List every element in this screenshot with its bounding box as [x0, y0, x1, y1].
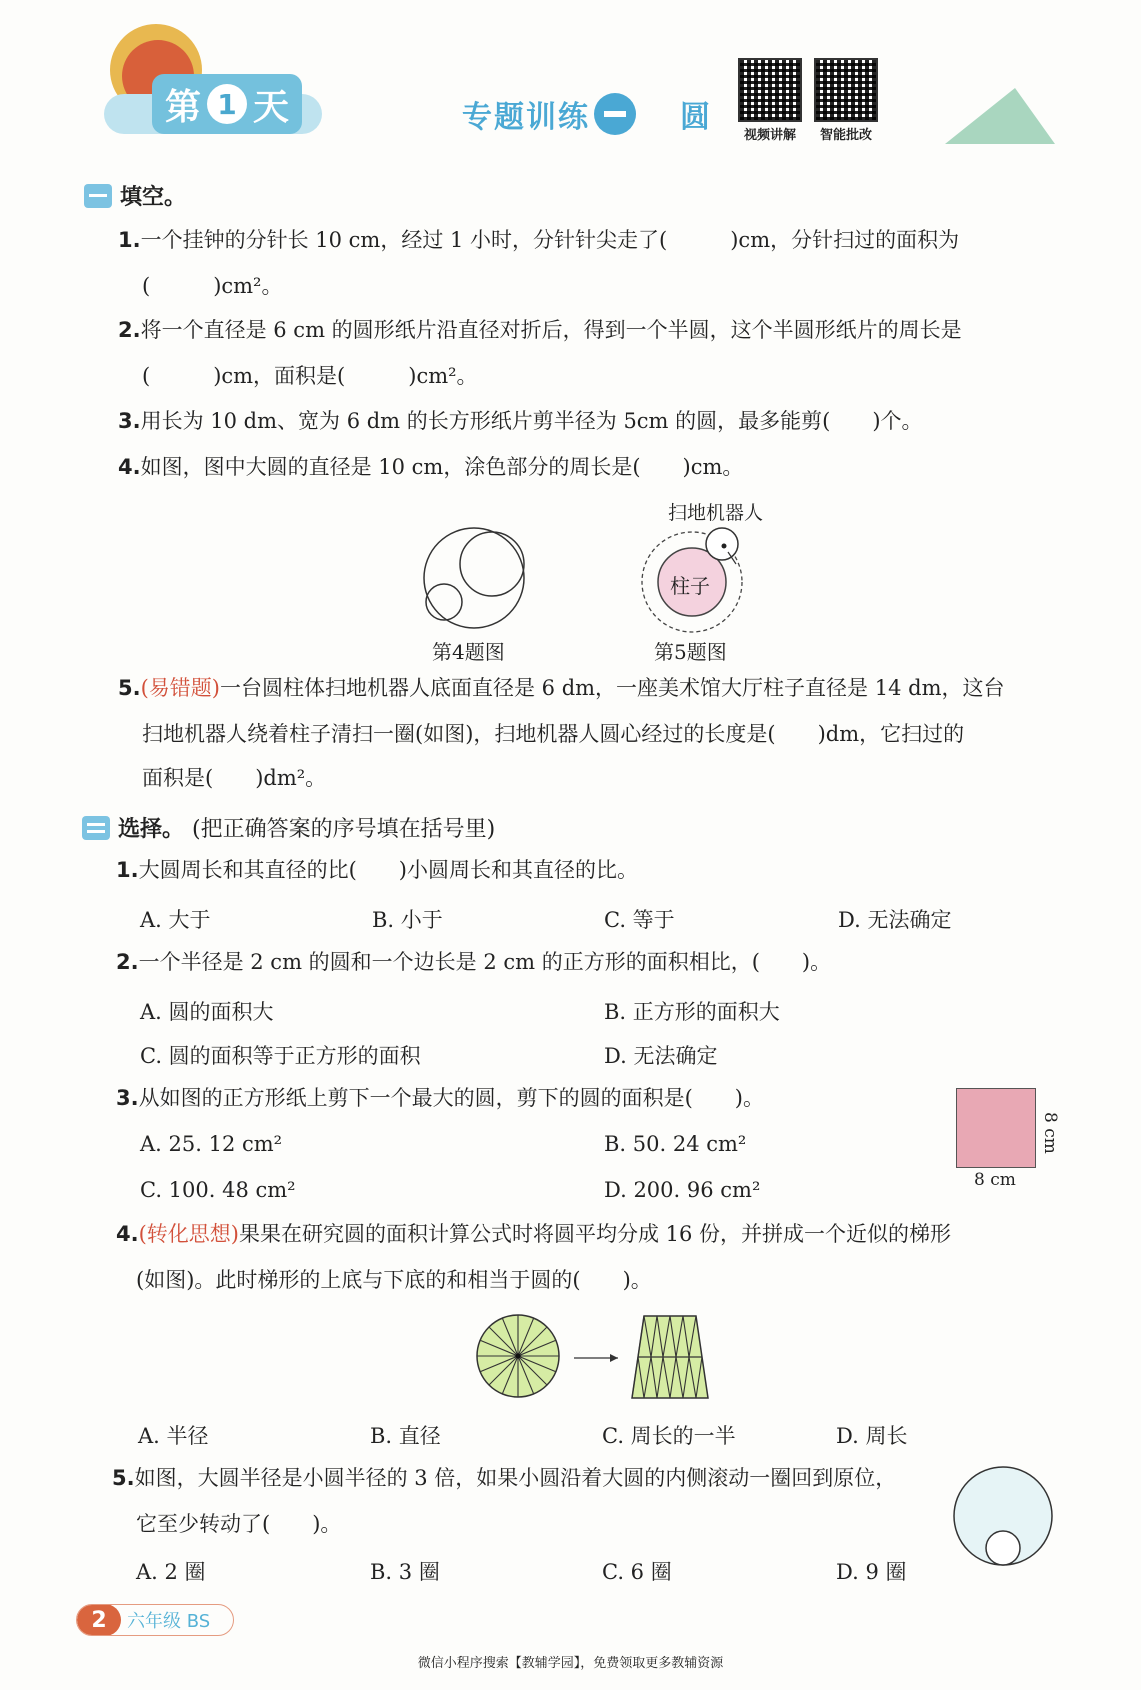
option-b[interactable]: B. 正方形的面积大 — [604, 1000, 780, 1024]
option-b[interactable]: B. 3 圈 — [370, 1560, 440, 1584]
mountain-decoration-icon — [945, 88, 1055, 144]
square-height-label: 8 cm — [1040, 1112, 1060, 1154]
question-1-5-cont: 扫地机器人绕着柱子清扫一圈(如图)，扫地机器人圆心经过的长度是( )dm，它扫过的 — [142, 722, 965, 746]
day-prefix: 第 — [164, 86, 201, 128]
transformation-tag: (转化思想) — [138, 1222, 239, 1246]
footer-note: 微信小程序搜索【教辅学园】，免费领取更多教辅资源 — [417, 1656, 724, 1671]
question-1-2: 2.将一个直径是 6 cm 的圆形纸片沿直径对折后，得到一个半圆，这个半圆形纸片的周长是 — [118, 318, 962, 342]
grade-label: 六年级 BS — [127, 1611, 211, 1632]
section-title: 填空。 — [120, 185, 187, 210]
option-c[interactable]: C. 等于 — [604, 908, 675, 932]
option-b[interactable]: B. 50. 24 cm² — [604, 1132, 747, 1156]
square-figure — [956, 1088, 1036, 1168]
option-c[interactable]: C. 6 圈 — [602, 1560, 672, 1584]
topic-number-one-icon — [594, 93, 636, 135]
page-number-badge — [76, 1604, 234, 1636]
qr-video-label: 视频讲解 — [743, 128, 796, 143]
option-a[interactable]: A. 大于 — [140, 908, 211, 932]
option-b[interactable]: B. 小于 — [372, 908, 443, 932]
option-d[interactable]: D. 无法确定 — [838, 908, 952, 932]
figure-4-circles — [410, 520, 540, 635]
topic-title — [462, 92, 636, 136]
question-1-1: 1.一个挂钟的分针长 10 cm，经过 1 小时，分针针尖走了( )cm，分针扫过的面积为 — [118, 228, 960, 252]
option-c[interactable]: C. 周长的一半 — [602, 1424, 736, 1448]
figure-5-pillar-label: 柱子 — [670, 574, 710, 598]
qr-code-icon[interactable] — [738, 58, 802, 122]
option-d[interactable]: D. 9 圈 — [836, 1560, 907, 1584]
day-number: 1 — [207, 84, 247, 124]
option-a[interactable]: A. 2 圈 — [136, 1560, 206, 1584]
question-2-5: 5.如图，大圆半径是小圆半径的 3 倍，如果小圆沿着大圆的内侧滚动一圈回到原位， — [112, 1466, 897, 1490]
option-a[interactable]: A. 半径 — [138, 1424, 209, 1448]
error-prone-tag: (易错题) — [140, 676, 220, 700]
question-1-4: 4.如图，图中大圆的直径是 10 cm，涂色部分的周长是( )cm。 — [118, 455, 744, 479]
figure-4-caption: 第4题图 — [432, 640, 505, 664]
circle-to-trapezoid-figure — [470, 1310, 770, 1410]
question-1-1-cont: ( )cm²。 — [142, 274, 283, 298]
option-d[interactable]: D. 200. 96 cm² — [604, 1178, 761, 1202]
option-c[interactable]: C. 100. 48 cm² — [140, 1178, 296, 1202]
question-1-3: 3.用长为 10 dm、宽为 6 dm 的长方形纸片剪半径为 5cm 的圆，最多能剪( )个。 — [118, 409, 923, 433]
rolling-circles-figure — [948, 1462, 1058, 1572]
question-1-5: 5.(易错题)一台圆柱体扫地机器人底面直径是 6 dm，一座美术馆大厅柱子直径是 14 dm，这台 — [118, 676, 1005, 700]
question-2-4-cont: (如图)。此时梯形的上底与下底的和相当于圆的( )。 — [136, 1268, 652, 1292]
section-heading-choice — [82, 812, 495, 843]
option-a[interactable]: A. 圆的面积大 — [140, 1000, 274, 1024]
option-d[interactable]: D. 无法确定 — [604, 1044, 718, 1068]
question-2-5-cont: 它至少转动了( )。 — [136, 1512, 342, 1536]
topic-subject: 圆 — [680, 100, 710, 135]
qr-grading-label: 智能批改 — [819, 128, 872, 143]
day-badge — [152, 74, 302, 134]
option-b[interactable]: B. 直径 — [370, 1424, 441, 1448]
option-a[interactable]: A. 25. 12 cm² — [140, 1132, 283, 1156]
section-two-icon — [82, 816, 110, 840]
option-c[interactable]: C. 圆的面积等于正方形的面积 — [140, 1044, 421, 1068]
square-width-label: 8 cm — [974, 1170, 1016, 1190]
qr-video[interactable] — [738, 58, 802, 143]
question-2-2: 2.一个半径是 2 cm 的圆和一个边长是 2 cm 的正方形的面积相比，( )。 — [116, 950, 832, 974]
figure-5-robot-label: 扫地机器人 — [668, 502, 764, 524]
qr-code-icon[interactable] — [814, 58, 878, 122]
topic-label: 专题训练 — [462, 100, 590, 135]
section-heading-fill-in — [84, 180, 186, 211]
section-subtitle: (把正确答案的序号填在括号里) — [192, 817, 496, 842]
question-1-2-cont: ( )cm，面积是( )cm²。 — [142, 364, 478, 388]
qr-code-group — [738, 58, 878, 143]
option-d[interactable]: D. 周长 — [836, 1424, 908, 1448]
section-title: 选择。 — [118, 817, 185, 842]
figure-5-caption: 第5题图 — [654, 640, 727, 664]
qr-grading[interactable] — [814, 58, 878, 143]
question-2-1: 1.大圆周长和其直径的比( )小圆周长和其直径的比。 — [116, 858, 638, 882]
day-suffix: 天 — [253, 86, 290, 128]
question-2-4: 4.(转化思想)果果在研究圆的面积计算公式时将圆平均分成 16 份，并拼成一个近似的梯形 — [116, 1222, 952, 1246]
page-number: 2 — [77, 1604, 121, 1636]
question-2-3: 3.从如图的正方形纸上剪下一个最大的圆，剪下的圆的面积是( )。 — [116, 1086, 764, 1110]
question-1-5-cont2: 面积是( )dm²。 — [142, 766, 327, 790]
section-one-icon — [84, 184, 112, 208]
